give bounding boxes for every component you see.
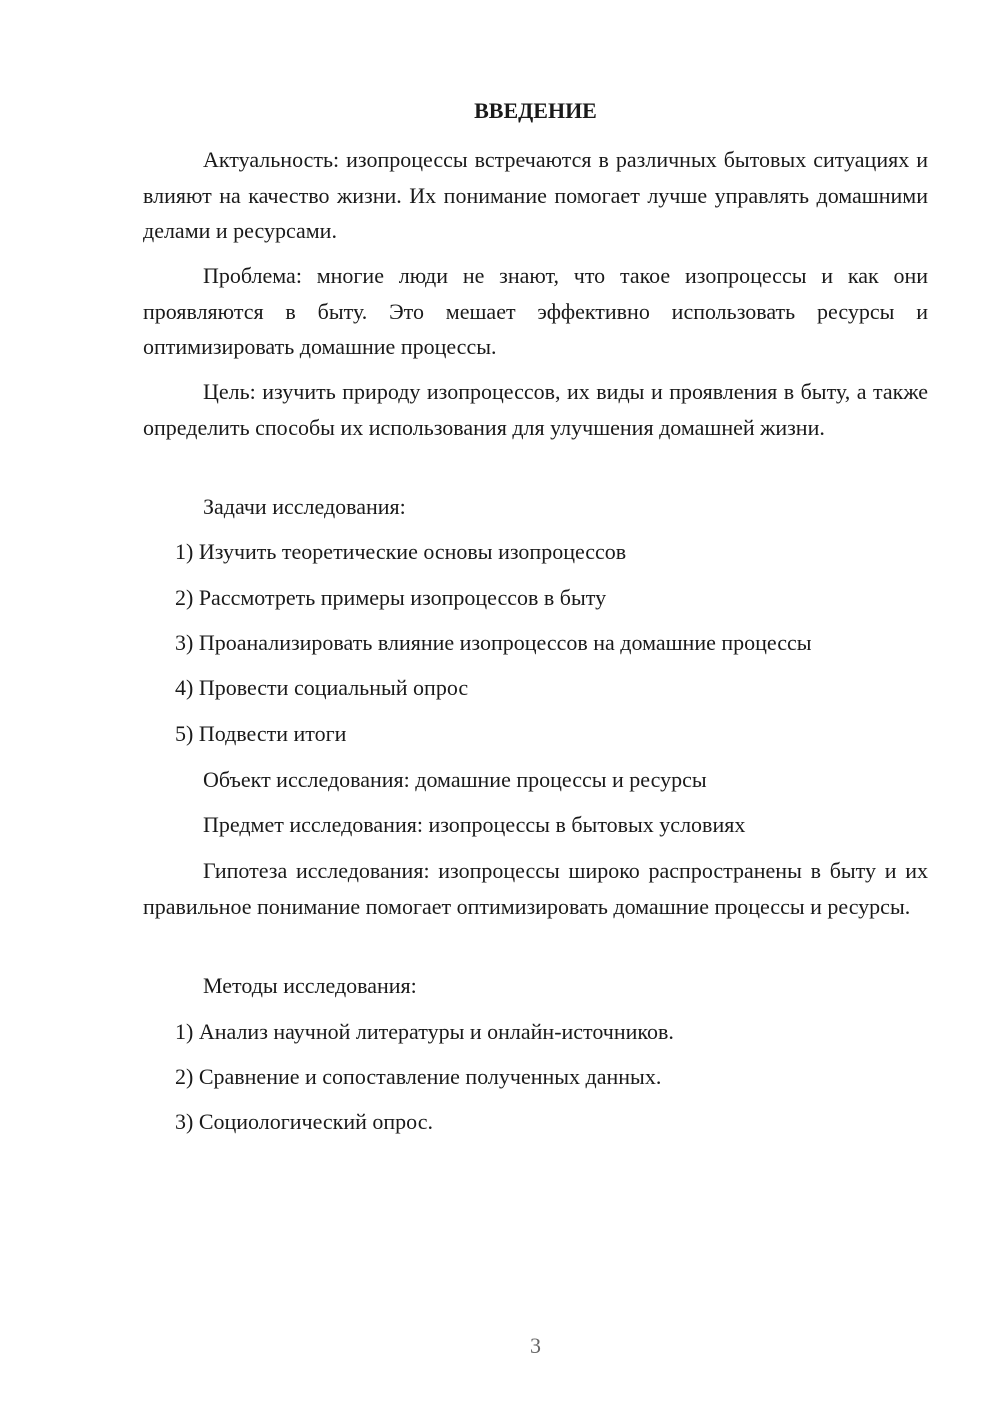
task-item: 2) Рассмотреть примеры изопроцессов в быту	[175, 585, 607, 610]
research-object: Объект исследования: домашние процессы и ресурсы	[203, 767, 707, 792]
section-title: ВВЕДЕНИЕ	[474, 98, 597, 123]
method-item: 2) Сравнение и сопоставление полученных данных.	[175, 1064, 662, 1089]
research-subject: Предмет исследования: изопроцессы в бытовых условиях	[203, 812, 746, 837]
problem-paragraph: Проблема: многие люди не знают, что такое изопроцессы и как они проявляются в быту. Это мешает эффективно использовать ресурсы и оптимизировать домашние процессы.	[143, 263, 928, 359]
task-item: 3) Проанализировать влияние изопроцессов на домашние процессы	[175, 630, 812, 655]
task-item: 5) Подвести итоги	[175, 721, 347, 746]
methods-heading: Методы исследования:	[203, 973, 417, 998]
task-item: 1) Изучить теоретические основы изопроцессов	[175, 539, 627, 564]
relevance-paragraph: Актуальность: изопроцессы встречаются в различных бытовых ситуациях и влияют на качество жизни. Их понимание помогает лучше управлять домашними делами и ресурсами.	[143, 147, 928, 243]
page-number: 3	[530, 1333, 541, 1358]
method-item: 3) Социологический опрос.	[175, 1109, 433, 1134]
goal-paragraph: Цель: изучить природу изопроцессов, их виды и проявления в быту, а также определить способы их использования для улучшения домашней жизни.	[143, 379, 928, 440]
method-item: 1) Анализ научной литературы и онлайн-источников.	[175, 1019, 674, 1044]
hypothesis-paragraph: Гипотеза исследования: изопроцессы широко распространены в быту и их правильное понимание помогает оптимизировать домашние процессы и ресурсы.	[143, 858, 928, 919]
task-item: 4) Провести социальный опрос	[175, 675, 469, 700]
tasks-heading: Задачи исследования:	[203, 494, 406, 519]
